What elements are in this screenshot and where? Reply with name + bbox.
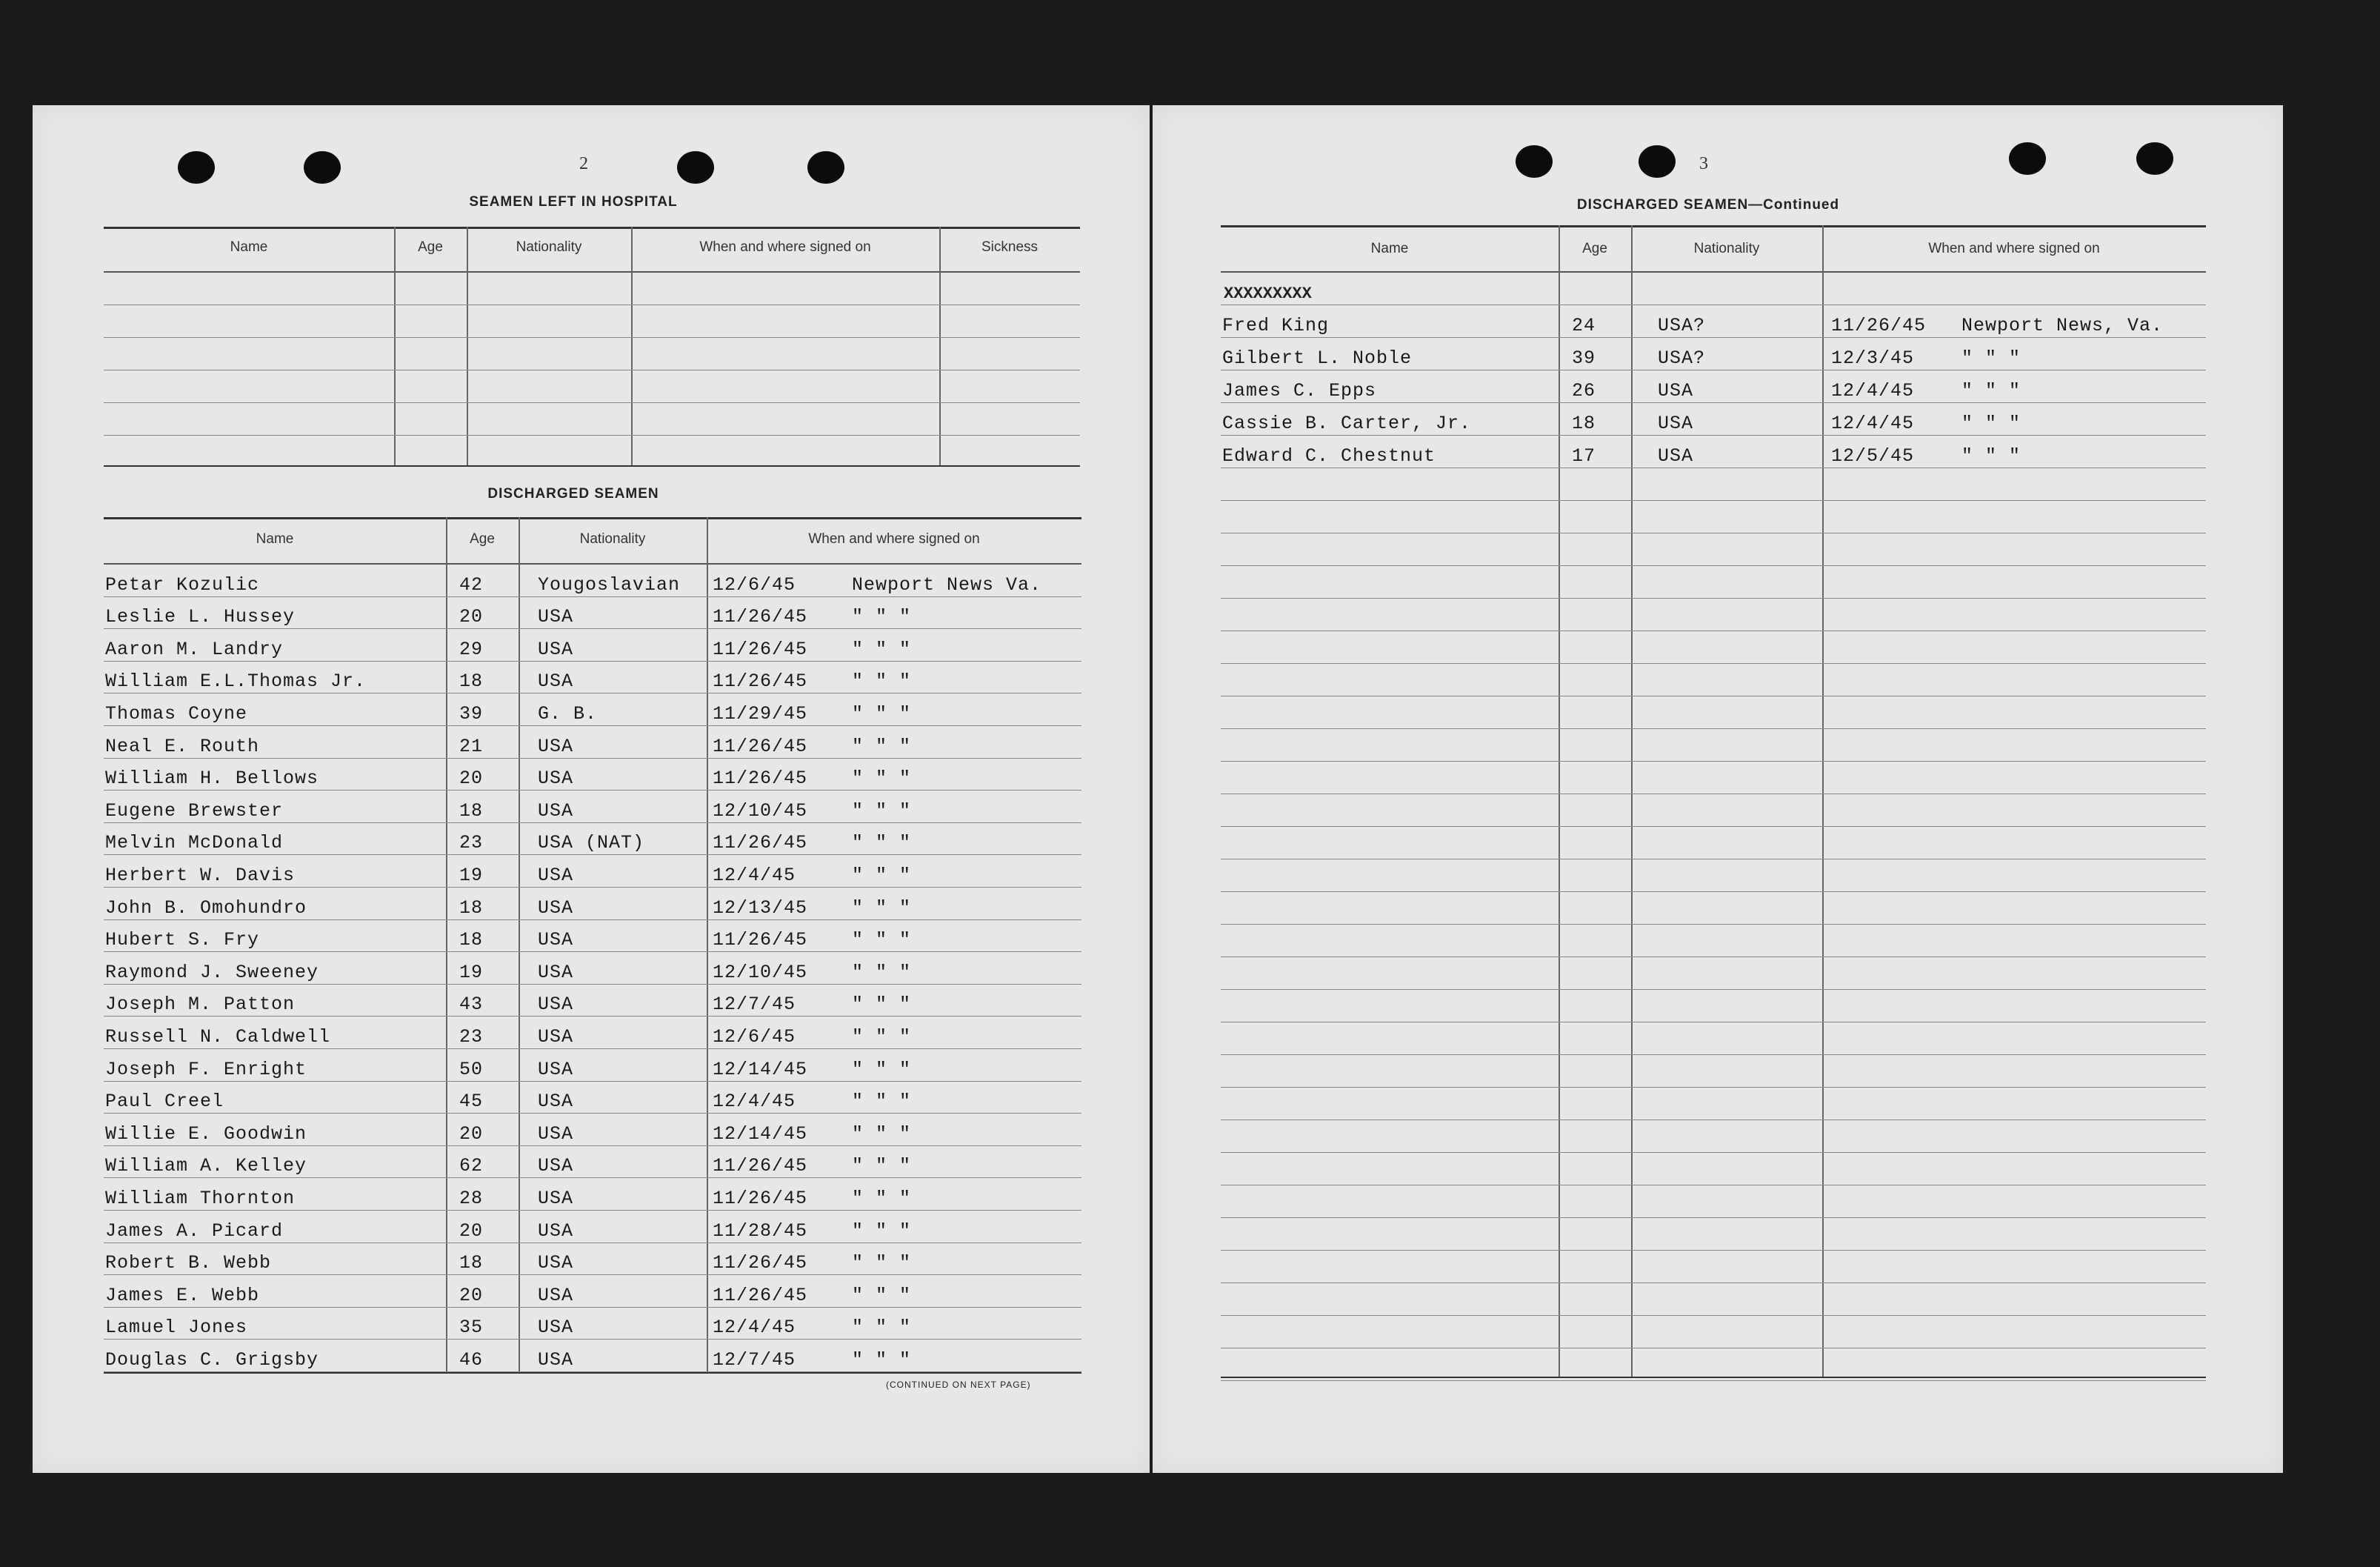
table-row: [1221, 1283, 2206, 1316]
seaman-name: Raymond J. Sweeney: [105, 961, 319, 983]
punch-hole: [807, 151, 844, 184]
table-row: [1221, 305, 2206, 338]
seaman-nationality: USA: [538, 1025, 574, 1048]
column-header-nationality: Nationality: [516, 239, 582, 255]
seaman-age: 45: [459, 1091, 484, 1113]
seaman-nationality: USA: [538, 735, 574, 757]
punch-hole: [1516, 145, 1553, 178]
discharged-continued-title: DISCHARGED SEAMEN—Continued: [1576, 197, 1840, 213]
punch-hole: [2009, 142, 2046, 175]
signed-on-date: 11/26/45: [713, 768, 808, 790]
column-header-signed-on: When and where signed on: [808, 531, 980, 547]
table-row: [104, 1114, 1081, 1146]
column-header-sickness: Sickness: [981, 239, 1039, 255]
seaman-age: 21: [459, 735, 484, 757]
seaman-nationality: USA: [538, 799, 574, 822]
seaman-age: 20: [459, 606, 484, 628]
table-row: [1221, 1251, 2206, 1283]
signed-on-place: " " ": [1961, 445, 2021, 467]
seaman-nationality: USA: [538, 1220, 574, 1242]
seaman-age: 23: [459, 832, 484, 854]
struck-entry: XXXXXXXXX: [1224, 285, 1312, 303]
seaman-age: 18: [459, 671, 484, 693]
seaman-name: Edward C. Chestnut: [1222, 445, 1436, 467]
table-row: [1221, 990, 2206, 1022]
signed-on-place: " " ": [852, 606, 912, 628]
signed-on-place: Newport News Va.: [852, 573, 1042, 596]
signed-on-place: " " ": [1961, 413, 2021, 434]
seaman-age: 18: [459, 1252, 484, 1274]
signed-on-place: " " ": [852, 638, 912, 660]
table-row: [104, 1275, 1081, 1308]
column-header-age: Age: [1582, 241, 1607, 256]
seaman-nationality: USA: [538, 1317, 574, 1339]
column-header-signed-on: When and where signed on: [1928, 241, 2100, 256]
table-row: [104, 952, 1081, 985]
seaman-age: 26: [1572, 380, 1596, 402]
discharged-table: [104, 517, 1081, 1374]
struck-row: [1221, 273, 2206, 305]
table-row: [1221, 1088, 2206, 1120]
signed-on-date: 12/10/45: [713, 799, 808, 822]
seaman-nationality: USA: [538, 1284, 574, 1306]
seaman-nationality: USA: [1658, 413, 1694, 434]
signed-on-place: " " ": [852, 1058, 912, 1080]
seaman-nationality: USA: [538, 606, 574, 628]
seaman-age: 20: [459, 1220, 484, 1242]
signed-on-place: " " ": [852, 735, 912, 757]
seaman-nationality: USA: [1658, 380, 1694, 402]
table-row: [104, 370, 1080, 403]
table-row: [1221, 403, 2206, 436]
seaman-age: 43: [459, 994, 484, 1016]
column-header-age: Age: [418, 239, 443, 255]
seaman-nationality: USA: [1658, 445, 1694, 467]
table-row: [1221, 664, 2206, 696]
seaman-age: 18: [459, 799, 484, 822]
seaman-name: Hubert S. Fry: [105, 929, 260, 951]
signed-on-date: 12/4/45: [1831, 380, 1915, 402]
signed-on-date: 12/10/45: [713, 961, 808, 983]
table-row: [1221, 859, 2206, 892]
signed-on-place: " " ": [852, 768, 912, 790]
seaman-age: 29: [459, 638, 484, 660]
seaman-name: Herbert W. Davis: [105, 864, 296, 886]
hospital-table: [104, 227, 1080, 467]
left-page: [33, 105, 1150, 1473]
signed-on-date: 12/4/45: [1831, 413, 1915, 434]
seaman-nationality: USA: [538, 929, 574, 951]
seaman-nationality: USA: [538, 1252, 574, 1274]
table-row: [104, 759, 1081, 791]
signed-on-place: " " ": [852, 1091, 912, 1113]
seaman-nationality: USA: [538, 1348, 574, 1371]
table-row: [104, 791, 1081, 823]
table-row: [1221, 762, 2206, 794]
signed-on-date: 12/7/45: [713, 994, 796, 1016]
signed-on-date: 12/6/45: [713, 573, 796, 596]
table-row: [104, 1308, 1081, 1340]
signed-on-date: 12/6/45: [713, 1025, 796, 1048]
signed-on-date: 11/26/45: [713, 1155, 808, 1177]
seaman-age: 18: [1572, 413, 1596, 434]
table-row: [104, 1243, 1081, 1276]
seaman-nationality: USA: [538, 1058, 574, 1080]
seaman-age: 23: [459, 1025, 484, 1048]
seaman-age: 50: [459, 1058, 484, 1080]
punch-hole: [677, 151, 714, 184]
seaman-age: 20: [459, 768, 484, 790]
seaman-name: Leslie L. Hussey: [105, 606, 296, 628]
signed-on-place: " " ": [852, 1122, 912, 1145]
seaman-age: 20: [459, 1284, 484, 1306]
signed-on-place: " " ": [852, 702, 912, 725]
table-row: [104, 273, 1080, 305]
seaman-nationality: USA: [538, 768, 574, 790]
table-row: [1221, 599, 2206, 631]
seaman-name: Joseph F. Enright: [105, 1058, 307, 1080]
signed-on-place: Newport News, Va.: [1961, 315, 2164, 336]
seaman-nationality: USA: [538, 1091, 574, 1113]
seaman-name: William Thornton: [105, 1187, 296, 1209]
table-row: [104, 565, 1081, 597]
page-number: 3: [1699, 154, 1708, 173]
signed-on-date: 11/26/45: [713, 1284, 808, 1306]
signed-on-place: " " ": [852, 1187, 912, 1209]
signed-on-place: " " ": [852, 799, 912, 822]
table-row: [104, 888, 1081, 920]
signed-on-date: 11/26/45: [713, 638, 808, 660]
column-header-nationality: Nationality: [1693, 241, 1760, 256]
table-row: [1221, 892, 2206, 925]
signed-on-date: 11/26/45: [713, 1187, 808, 1209]
seaman-name: Neal E. Routh: [105, 735, 260, 757]
table-row: [1221, 925, 2206, 957]
table-row: [104, 1146, 1081, 1179]
seaman-name: Melvin McDonald: [105, 832, 284, 854]
seaman-age: 62: [459, 1155, 484, 1177]
column-header-nationality: Nationality: [579, 531, 646, 547]
signed-on-place: " " ": [852, 671, 912, 693]
seaman-name: Eugene Brewster: [105, 799, 284, 822]
column-header-age: Age: [470, 531, 495, 547]
seaman-name: Lamuel Jones: [105, 1317, 248, 1339]
table-row: [1221, 1022, 2206, 1055]
table-row: [1221, 1218, 2206, 1251]
seaman-name: Douglas C. Grigsby: [105, 1348, 319, 1371]
column-header-name: Name: [230, 239, 268, 255]
seaman-nationality: USA: [538, 1187, 574, 1209]
signed-on-date: 12/4/45: [713, 864, 796, 886]
table-row: [1221, 729, 2206, 762]
seaman-nationality: USA: [538, 961, 574, 983]
signed-on-place: " " ": [852, 864, 912, 886]
seaman-age: 39: [1572, 347, 1596, 369]
table-row: [1221, 501, 2206, 533]
column-header-signed-on: When and where signed on: [699, 239, 871, 255]
hospital-section-title: SEAMEN LEFT IN HOSPITAL: [469, 194, 678, 210]
signed-on-place: " " ": [852, 1317, 912, 1339]
seaman-age: 18: [459, 929, 484, 951]
signed-on-place: " " ": [852, 1348, 912, 1371]
signed-on-place: " " ": [852, 1025, 912, 1048]
seaman-name: Joseph M. Patton: [105, 994, 296, 1016]
seaman-name: William E.L.Thomas Jr.: [105, 671, 367, 693]
column-header-name: Name: [256, 531, 294, 547]
seaman-nationality: USA: [538, 1155, 574, 1177]
table-row: [1221, 468, 2206, 501]
seaman-age: 35: [459, 1317, 484, 1339]
table-row: [104, 855, 1081, 888]
table-row: [1221, 827, 2206, 859]
table-row: [1221, 566, 2206, 599]
seaman-name: James E. Webb: [105, 1284, 260, 1306]
seaman-nationality: USA: [538, 1122, 574, 1145]
signed-on-date: 11/26/45: [713, 735, 808, 757]
signed-on-date: 11/26/45: [713, 832, 808, 854]
table-row: [104, 305, 1080, 338]
table-row: [104, 726, 1081, 759]
signed-on-place: " " ": [1961, 380, 2021, 402]
signed-on-date: 12/7/45: [713, 1348, 796, 1371]
table-row: [104, 1049, 1081, 1082]
seaman-nationality: USA?: [1658, 315, 1706, 336]
signed-on-date: 12/14/45: [713, 1122, 808, 1145]
table-row: [1221, 370, 2206, 403]
table-row: [1221, 1055, 2206, 1088]
signed-on-date: 11/26/45: [713, 671, 808, 693]
table-row: [1221, 794, 2206, 827]
seaman-nationality: USA (NAT): [538, 832, 645, 854]
seaman-nationality: USA?: [1658, 347, 1706, 369]
seaman-age: 24: [1572, 315, 1596, 336]
table-row: [1221, 696, 2206, 729]
signed-on-place: " " ": [852, 1252, 912, 1274]
table-row: [1221, 436, 2206, 468]
table-row: [1221, 1153, 2206, 1185]
signed-on-place: " " ": [852, 896, 912, 919]
column-header-name: Name: [1370, 241, 1409, 256]
continued-note: (CONTINUED ON NEXT PAGE): [886, 1380, 1031, 1390]
seaman-name: Russell N. Caldwell: [105, 1025, 331, 1048]
seaman-age: 18: [459, 896, 484, 919]
table-row: [104, 338, 1080, 370]
seaman-name: Thomas Coyne: [105, 702, 248, 725]
seaman-name: William A. Kelley: [105, 1155, 307, 1177]
seaman-name: Paul Creel: [105, 1091, 224, 1113]
signed-on-place: " " ": [852, 832, 912, 854]
seaman-name: Willie E. Goodwin: [105, 1122, 307, 1145]
table-row: [104, 597, 1081, 630]
table-row: [1221, 957, 2206, 990]
seaman-nationality: G. B.: [538, 702, 598, 725]
seaman-name: Gilbert L. Noble: [1222, 347, 1413, 369]
signed-on-place: " " ": [852, 961, 912, 983]
signed-on-date: 12/4/45: [713, 1091, 796, 1113]
signed-on-date: 12/3/45: [1831, 347, 1915, 369]
seaman-age: 39: [459, 702, 484, 725]
punch-hole: [304, 151, 341, 184]
signed-on-place: " " ": [852, 994, 912, 1016]
signed-on-date: 11/26/45: [713, 1252, 808, 1274]
right-page: [1153, 105, 2283, 1473]
signed-on-date: 12/14/45: [713, 1058, 808, 1080]
seaman-age: 20: [459, 1122, 484, 1145]
table-row: [104, 403, 1080, 436]
seaman-nationality: USA: [538, 638, 574, 660]
signed-on-date: 11/28/45: [713, 1220, 808, 1242]
table-row: [1221, 1120, 2206, 1153]
table-row: [104, 1340, 1081, 1372]
table-row: [104, 1178, 1081, 1211]
seaman-age: 28: [459, 1187, 484, 1209]
seaman-age: 19: [459, 864, 484, 886]
discharged-section-title: DISCHARGED SEAMEN: [487, 486, 659, 502]
table-row: [104, 1082, 1081, 1114]
table-row: [104, 823, 1081, 856]
seaman-name: Fred King: [1222, 315, 1330, 336]
seaman-nationality: USA: [538, 864, 574, 886]
seaman-name: James A. Picard: [105, 1220, 284, 1242]
seaman-age: 42: [459, 573, 484, 596]
signed-on-place: " " ": [852, 1155, 912, 1177]
punch-hole: [178, 151, 215, 184]
table-row: [104, 629, 1081, 662]
seaman-nationality: USA: [538, 994, 574, 1016]
seaman-nationality: USA: [538, 896, 574, 919]
punch-hole: [1639, 145, 1676, 178]
seaman-nationality: Yougoslavian: [538, 573, 681, 596]
page-number: 2: [579, 154, 588, 173]
signed-on-date: 12/5/45: [1831, 445, 1915, 467]
punch-hole: [2136, 142, 2173, 175]
discharged-continued-table: [1221, 225, 2206, 1378]
table-row: [1221, 1185, 2206, 1218]
table-row: [1221, 533, 2206, 566]
signed-on-date: 11/26/45: [713, 606, 808, 628]
signed-on-date: 12/4/45: [713, 1317, 796, 1339]
seaman-name: William H. Bellows: [105, 768, 319, 790]
signed-on-date: 11/26/45: [713, 929, 808, 951]
seaman-name: Aaron M. Landry: [105, 638, 284, 660]
table-row: [104, 662, 1081, 694]
table-row: [104, 1211, 1081, 1243]
table-row: [1221, 631, 2206, 664]
table-row: [104, 985, 1081, 1017]
signed-on-date: 12/13/45: [713, 896, 808, 919]
seaman-name: Robert B. Webb: [105, 1252, 272, 1274]
table-row: [1221, 1316, 2206, 1348]
table-row: [104, 920, 1081, 953]
table-row: [104, 693, 1081, 726]
seaman-age: 46: [459, 1348, 484, 1371]
signed-on-date: 11/29/45: [713, 702, 808, 725]
table-row: [104, 1017, 1081, 1049]
seaman-age: 17: [1572, 445, 1596, 467]
seaman-age: 19: [459, 961, 484, 983]
seaman-name: John B. Omohundro: [105, 896, 307, 919]
seaman-name: James C. Epps: [1222, 380, 1377, 402]
signed-on-place: " " ": [1961, 347, 2021, 369]
seaman-nationality: USA: [538, 671, 574, 693]
signed-on-date: 11/26/45: [1831, 315, 1927, 336]
table-row: [1221, 338, 2206, 370]
seaman-name: Petar Kozulic: [105, 573, 260, 596]
signed-on-place: " " ": [852, 929, 912, 951]
signed-on-place: " " ": [852, 1220, 912, 1242]
seaman-name: Cassie B. Carter, Jr.: [1222, 413, 1472, 434]
signed-on-place: " " ": [852, 1284, 912, 1306]
